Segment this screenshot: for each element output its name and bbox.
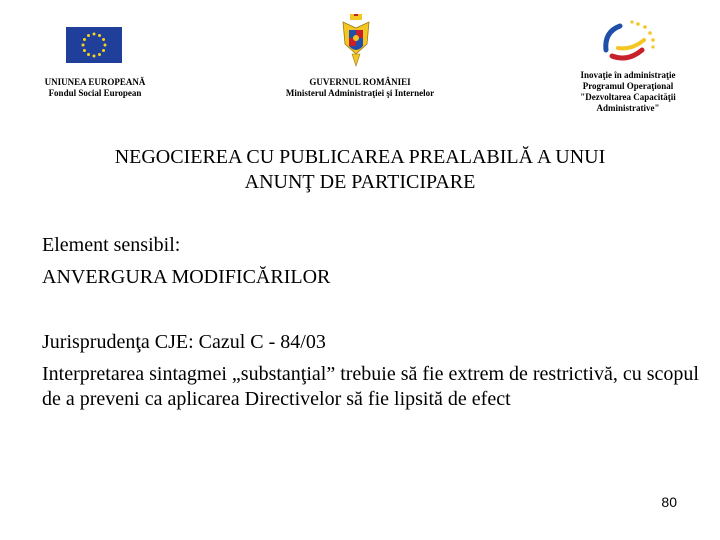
eu-star xyxy=(102,49,105,52)
slide-title xyxy=(30,145,690,195)
eu-caption-line2: Fondul Social European xyxy=(48,88,142,98)
romania-coat-of-arms-logo xyxy=(341,14,371,68)
program-caption-line4: Administrative" xyxy=(596,103,660,113)
eu-star xyxy=(87,53,90,56)
eu-star xyxy=(93,55,96,58)
program-caption-line2: Programul Operaţional xyxy=(582,81,674,91)
sensitive-element-label: Element sensibil: xyxy=(42,234,181,256)
eu-star xyxy=(83,38,86,41)
eu-star xyxy=(98,34,101,37)
sensitive-element-value: ANVERGURA MODIFICĂRILOR xyxy=(42,266,331,288)
interpretation-paragraph: Interpretarea sintagmei „substanţial” trebuie să fie extrem de restrictivă, cu scopul de a preveni ca aplicarea Directivelor să fie lipsită de efect xyxy=(42,363,699,410)
program-caption-line3: "Dezvoltarea Capacităţii xyxy=(580,92,676,102)
eu-star xyxy=(87,34,90,37)
program-caption xyxy=(548,70,708,114)
government-caption xyxy=(260,77,460,99)
eu-star xyxy=(98,53,101,56)
case-law-reference: Jurisprudenţa CJE: Cazul C - 84/03 xyxy=(42,331,326,353)
eu-caption-line1: UNIUNEA EUROPEANĂ xyxy=(44,77,146,87)
page-number: 80 xyxy=(661,494,677,510)
slide-title-line1: NEGOCIEREA CU PUBLICAREA PREALABILĂ A UNUI xyxy=(114,146,606,168)
eu-star xyxy=(104,44,107,47)
program-caption-line1: Inovaţie în administraţie xyxy=(580,70,676,80)
eu-star xyxy=(82,44,85,47)
eu-star xyxy=(93,33,96,36)
eu-star xyxy=(102,38,105,41)
slide-title-line2: ANUNŢ DE PARTICIPARE xyxy=(244,171,476,193)
government-caption-line2: Ministerul Administraţiei şi Internelor xyxy=(285,88,435,98)
eu-star xyxy=(83,49,86,52)
po-dca-program-logo xyxy=(598,18,658,66)
eu-caption xyxy=(20,77,170,99)
government-caption-line1: GUVERNUL ROMÂNIEI xyxy=(309,77,411,87)
eu-flag-logo xyxy=(66,27,122,63)
